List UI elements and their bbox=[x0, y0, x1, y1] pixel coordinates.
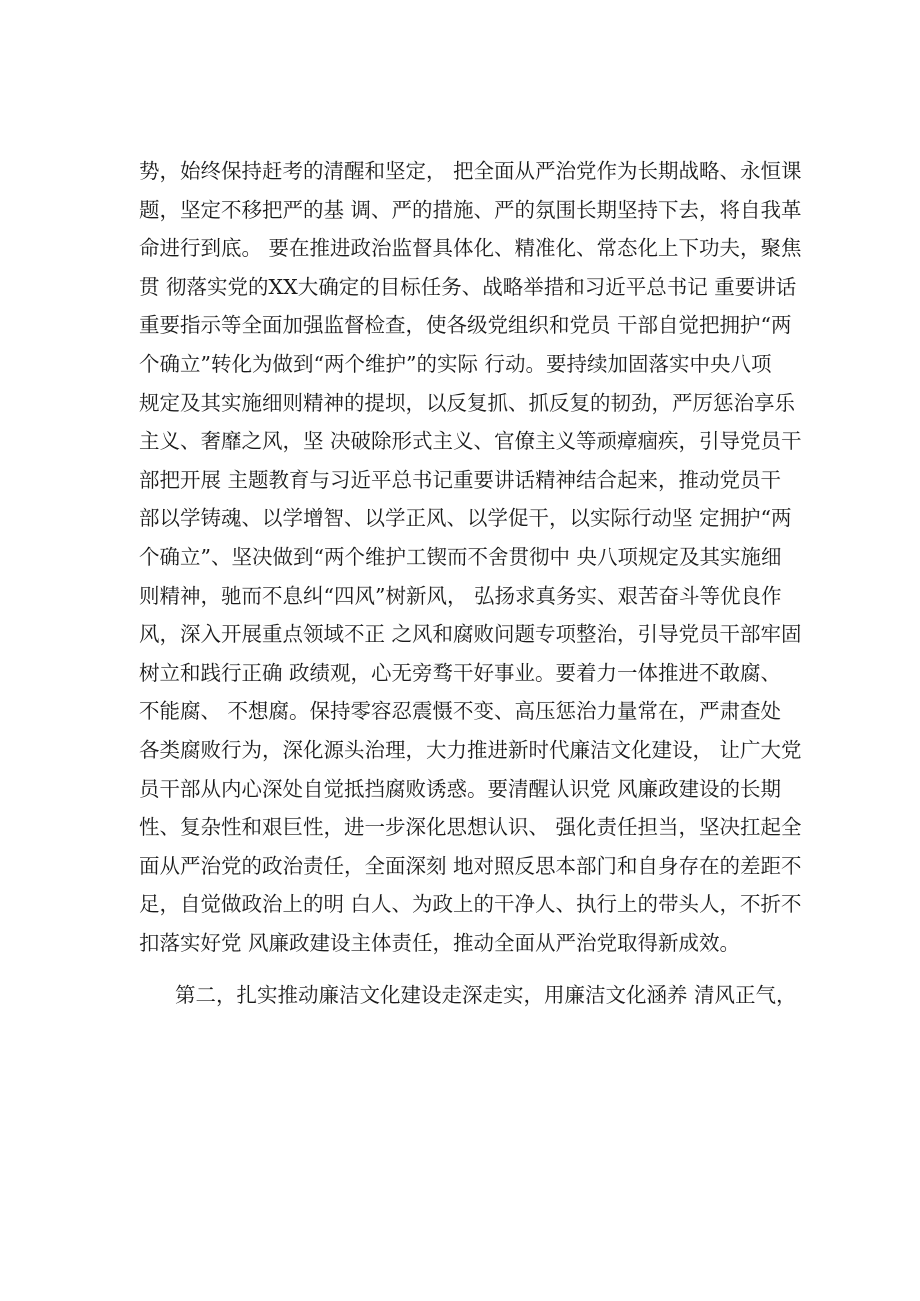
paragraph-line: 性、复杂性和艰巨性，进一步深化思想认识、 强化责任担当，坚决扛起全 bbox=[139, 815, 802, 840]
paragraph-line: 扣落实好党 风廉政建设主体责任，推动全面从严治党取得新成效。 bbox=[139, 930, 741, 955]
paragraph-1 bbox=[139, 152, 829, 962]
paragraph-line: 个确立”转化为做到“两个维护”的实际 行动。要持续加固落实中央八项 bbox=[139, 351, 772, 376]
paragraph-line: 部以学铸魂、以学增智、以学正风、以学促干，以实际行动坚 定拥护“两 bbox=[139, 506, 792, 531]
paragraph-line: 各类腐败行为，深化源头治理，大力推进新时代廉洁文化建设， 让广大党 bbox=[139, 737, 802, 762]
paragraph-line: 势，始终保持赶考的清醒和坚定， 把全面从严治党作为长期战略、永恒课 bbox=[139, 159, 802, 183]
paragraph-spacer bbox=[139, 962, 829, 976]
paragraph-line: 第二，扎实推动廉洁文化建设走深走实，用廉洁文化涵养 清风正气， bbox=[175, 983, 797, 1008]
document-body bbox=[139, 152, 829, 1015]
paragraph-line: 重要指示等全面加强监督检查，使各级党组织和党员 干部自觉把拥护“两 bbox=[139, 313, 792, 338]
paragraph-line: 个确立”、坚决做到“两个维护工锲而不舍贯彻中 央八项规定及其实施细 bbox=[139, 544, 782, 569]
paragraph-line: 员干部从内心深处自觉抵挡腐败诱惑。要清醒认识党 风廉政建设的长期 bbox=[139, 776, 782, 801]
paragraph-line: 风，深入开展重点领域不正 之风和腐败问题专项整治，引导党员干部牢固 bbox=[139, 622, 802, 647]
paragraph-line: 贯 彻落实党的XX大确定的目标任务、战略举措和习近平总书记 重要讲话 bbox=[139, 274, 797, 299]
paragraph-line: 面从严治党的政治责任，全面深刻 地对照反思本部门和自身存在的差距不 bbox=[139, 853, 802, 878]
paragraph-line: 不能腐、 不想腐。保持零容忍震慑不变、高压惩治力量常在，严肃查处 bbox=[139, 699, 782, 724]
paragraph-line: 命进行到底。 要在推进政治监督具体化、精准化、常态化上下功夫，聚焦 bbox=[139, 236, 802, 261]
paragraph-line: 足，自觉做政治上的明 白人、为政上的干净人、执行上的带头人，不折不 bbox=[139, 892, 802, 917]
paragraph-line: 则精神，驰而不息纠“四风”树新风， 弘扬求真务实、艰苦奋斗等优良作 bbox=[139, 583, 782, 608]
paragraph-2 bbox=[139, 976, 829, 1015]
paragraph-line: 规定及其实施细则精神的提坝，以反复抓、抓反复的韧劲，严厉惩治享乐 bbox=[139, 390, 795, 415]
paragraph-line: 主义、奢靡之风，坚 决破除形式主义、官僚主义等顽瘴痼疾，引导党员干 bbox=[139, 429, 802, 454]
paragraph-line: 题，坚定不移把严的基 调、严的措施、严的氛围长期坚持下去，将自我革 bbox=[139, 197, 802, 222]
paragraph-line: 部把开展 主题教育与习近平总书记重要讲话精神结合起来，推动党员干 bbox=[139, 467, 782, 492]
paragraph-line: 树立和践行正确 政绩观，心无旁骛干好事业。要着力一体推进不敢腐、 bbox=[139, 660, 782, 685]
